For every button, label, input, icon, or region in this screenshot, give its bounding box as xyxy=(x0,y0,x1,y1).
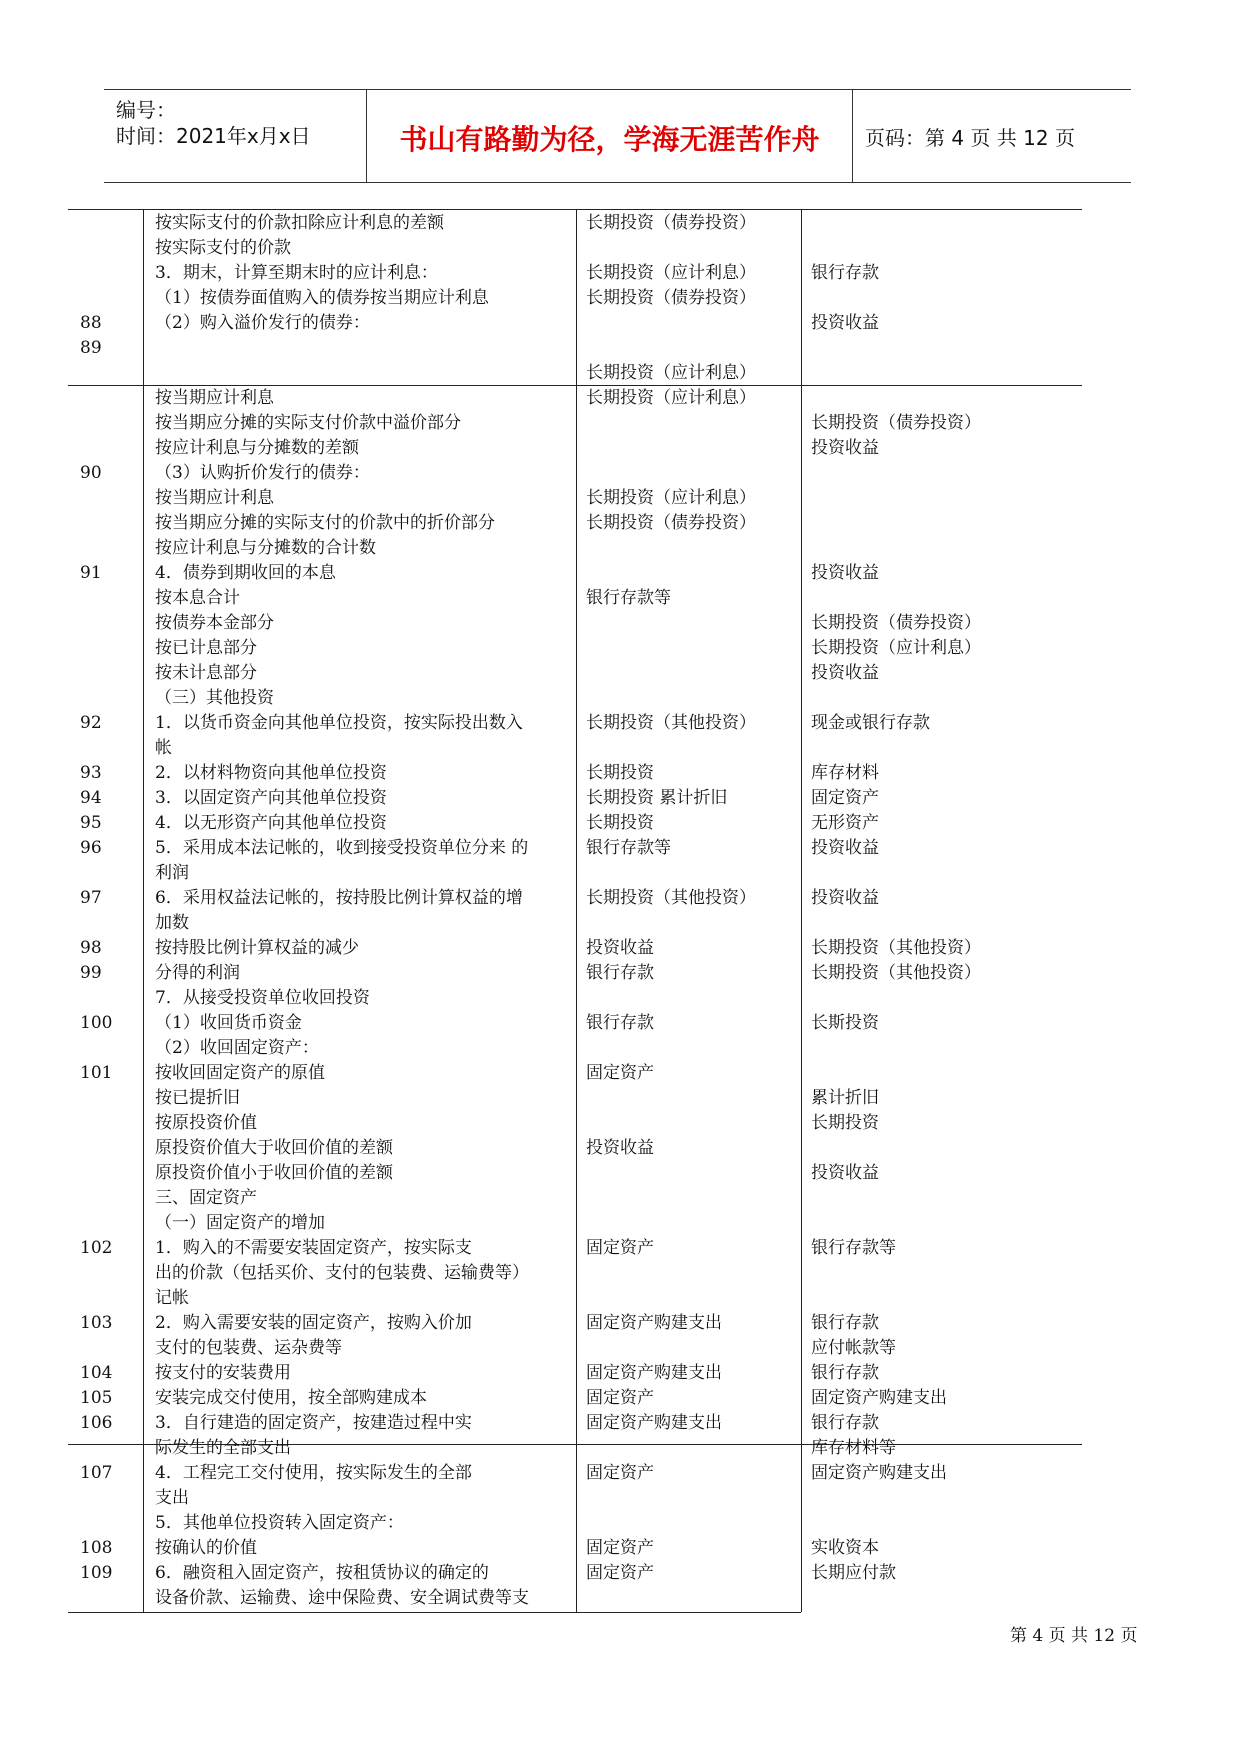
entry-description: 5．其他单位投资转入固定资产： xyxy=(155,1513,404,1533)
document-number-label: 编号： xyxy=(116,98,176,122)
credit-account: 固定资产 xyxy=(811,788,879,808)
entry-description: 按实际支付的价款扣除应计利息的差额 xyxy=(155,213,444,233)
entry-description: 按已计息部分 xyxy=(155,638,257,658)
page-footer: 第 4 页 共 12 页 xyxy=(1010,1626,1138,1646)
page-number-label: 页码：第 4 页 共 12 页 xyxy=(865,126,1075,150)
table-row xyxy=(68,1336,1082,1361)
credit-account: 长期投资（其他投资） xyxy=(811,963,981,983)
credit-account: 固定资产购建支出 xyxy=(811,1463,947,1483)
table-row xyxy=(68,1536,1082,1561)
entry-description: 7．从接受投资单位收回投资 xyxy=(155,988,370,1008)
credit-account: 投资收益 xyxy=(811,563,879,583)
entry-number: 91 xyxy=(80,563,102,583)
table-row xyxy=(68,411,1082,436)
entry-description: （一）固定资产的增加 xyxy=(155,1213,325,1233)
entry-number: 109 xyxy=(80,1563,113,1583)
credit-account: 银行存款等 xyxy=(811,1238,896,1258)
credit-account: 长期投资（债券投资） xyxy=(811,413,981,433)
table-row xyxy=(68,736,1082,761)
entry-description: 2．购入需要安装的固定资产，按购入价加 xyxy=(155,1313,472,1333)
entry-description: 按持股比例计算权益的减少 xyxy=(155,938,359,958)
table-row xyxy=(68,286,1082,311)
credit-account: 实收资本 xyxy=(811,1538,879,1558)
table-bottom-border xyxy=(68,1612,801,1613)
credit-account: 投资收益 xyxy=(811,838,879,858)
entry-number: 107 xyxy=(80,1463,113,1483)
entry-number: 100 xyxy=(80,1013,113,1033)
credit-account: 应付帐款等 xyxy=(811,1338,896,1358)
entry-number: 103 xyxy=(80,1313,113,1333)
table-row xyxy=(68,1161,1082,1186)
entry-description: 三、固定资产 xyxy=(155,1188,257,1208)
entry-number: 108 xyxy=(80,1538,113,1558)
table-row xyxy=(68,561,1082,586)
entry-number: 97 xyxy=(80,888,102,908)
debit-account: 固定资产 xyxy=(586,1563,654,1583)
entry-description: 按应计利息与分摊数的差额 xyxy=(155,438,359,458)
accounting-entries-table xyxy=(68,209,1082,1612)
debit-account: 银行存款等 xyxy=(586,838,671,858)
credit-account: 现金或银行存款 xyxy=(811,713,930,733)
table-row xyxy=(68,586,1082,611)
credit-account: 长斯投资 xyxy=(811,1013,879,1033)
entry-description: 按已提折旧 xyxy=(155,1088,240,1108)
entry-description: 支付的包装费、运杂费等 xyxy=(155,1338,342,1358)
entry-description: 出的价款（包括买价、支付的包装费、运输费等） xyxy=(155,1263,529,1283)
entry-description: 4．债券到期收回的本息 xyxy=(155,563,336,583)
debit-account: 长期投资 xyxy=(586,813,654,833)
credit-account: 长期投资（应计利息） xyxy=(811,638,981,658)
table-row xyxy=(68,311,1082,336)
entry-number: 88 xyxy=(80,313,102,333)
entry-description: （3）认购折价发行的债券： xyxy=(155,463,370,483)
entry-description: 按债券本金部分 xyxy=(155,613,274,633)
entry-number: 101 xyxy=(80,1063,113,1083)
debit-account: 固定资产 xyxy=(586,1238,654,1258)
debit-account: 投资收益 xyxy=(586,1138,654,1158)
entry-number: 89 xyxy=(80,338,102,358)
table-row xyxy=(68,361,1082,386)
entry-description: 5．采用成本法记帐的，收到接受投资单位分来 的 xyxy=(155,838,529,858)
entry-description: 按当期应计利息 xyxy=(155,388,274,408)
table-row xyxy=(68,211,1082,236)
debit-account: 长期投资 xyxy=(586,763,654,783)
debit-account: 长期投资（其他投资） xyxy=(586,888,756,908)
entry-description: 按实际支付的价款 xyxy=(155,238,291,258)
table-row xyxy=(68,1011,1082,1036)
table-row xyxy=(68,461,1082,486)
table-row xyxy=(68,386,1082,411)
entry-description: 6．采用权益法记帐的，按持股比例计算权益的增 xyxy=(155,888,523,908)
debit-account: 银行存款等 xyxy=(586,588,671,608)
entry-description: 按应计利息与分摊数的合计数 xyxy=(155,538,376,558)
entry-description: （2）收回固定资产： xyxy=(155,1038,319,1058)
entry-description: 按当期应计利息 xyxy=(155,488,274,508)
table-row xyxy=(68,761,1082,786)
credit-account: 库存材料 xyxy=(811,763,879,783)
entry-number: 93 xyxy=(80,763,102,783)
table-row xyxy=(68,236,1082,261)
entry-description: 3．自行建造的固定资产，按建造过程中实 xyxy=(155,1413,472,1433)
table-row xyxy=(68,1411,1082,1436)
entry-description: 利润 xyxy=(155,863,189,883)
table-row xyxy=(68,1236,1082,1261)
header-motto-cell xyxy=(367,90,853,182)
credit-account: 银行存款 xyxy=(811,1363,879,1383)
header-page-cell xyxy=(853,90,1131,182)
table-row xyxy=(68,661,1082,686)
table-row xyxy=(68,1211,1082,1236)
debit-account: 投资收益 xyxy=(586,938,654,958)
table-row xyxy=(68,1586,1082,1611)
debit-account: 长期投资（债券投资） xyxy=(586,213,756,233)
credit-account: 长期投资 xyxy=(811,1113,879,1133)
credit-account: 投资收益 xyxy=(811,438,879,458)
entry-description: 4．工程完工交付使用，按实际发生的全部 xyxy=(155,1463,472,1483)
page-header xyxy=(104,89,1131,183)
table-row xyxy=(68,811,1082,836)
table-row xyxy=(68,1361,1082,1386)
table-row xyxy=(68,1486,1082,1511)
credit-account: 投资收益 xyxy=(811,313,879,333)
entry-number: 104 xyxy=(80,1363,113,1383)
credit-account: 固定资产购建支出 xyxy=(811,1388,947,1408)
table-row xyxy=(68,986,1082,1011)
entry-description: 支出 xyxy=(155,1488,189,1508)
debit-account: 固定资产购建支出 xyxy=(586,1313,722,1333)
entry-number: 90 xyxy=(80,463,102,483)
credit-account: 银行存款 xyxy=(811,1413,879,1433)
entry-description: （1）按债券面值购入的债券按当期应计利息 xyxy=(155,288,489,308)
entry-description: 1．以货币资金向其他单位投资，按实际投出数入 xyxy=(155,713,523,733)
debit-account: 长期投资 累计折旧 xyxy=(586,788,728,808)
debit-account: 固定资产购建支出 xyxy=(586,1413,722,1433)
credit-account: 长期投资（债券投资） xyxy=(811,613,981,633)
table-row xyxy=(68,1086,1082,1111)
entry-description: 按支付的安装费用 xyxy=(155,1363,291,1383)
credit-account: 累计折旧 xyxy=(811,1088,879,1108)
debit-account: 银行存款 xyxy=(586,963,654,983)
entry-description: 按本息合计 xyxy=(155,588,240,608)
entry-description: 按确认的价值 xyxy=(155,1538,257,1558)
entry-description: 际发生的全部支出 xyxy=(155,1438,291,1458)
entry-description: 原投资价值大于收回价值的差额 xyxy=(155,1138,393,1158)
credit-account: 长期应付款 xyxy=(811,1563,896,1583)
entry-number: 105 xyxy=(80,1388,113,1408)
entry-description: 按当期应分摊的实际支付价款中溢价部分 xyxy=(155,413,461,433)
entry-number: 102 xyxy=(80,1238,113,1258)
table-row xyxy=(68,1061,1082,1086)
table-row xyxy=(68,1186,1082,1211)
table-row xyxy=(68,1561,1082,1586)
credit-account: 长期投资（其他投资） xyxy=(811,938,981,958)
table-row xyxy=(68,336,1082,361)
table-row xyxy=(68,536,1082,561)
debit-account: 固定资产 xyxy=(586,1063,654,1083)
entry-description: 2．以材料物资向其他单位投资 xyxy=(155,763,387,783)
table-row xyxy=(68,486,1082,511)
table-row xyxy=(68,261,1082,286)
debit-account: 长期投资（应计利息） xyxy=(586,263,756,283)
debit-account: 固定资产购建支出 xyxy=(586,1363,722,1383)
table-top-border xyxy=(68,209,1082,210)
entry-description: （2）购入溢价发行的债券： xyxy=(155,313,370,333)
table-row xyxy=(68,1286,1082,1311)
table-row xyxy=(68,886,1082,911)
entry-description: 分得的利润 xyxy=(155,963,240,983)
entry-description: 原投资价值小于收回价值的差额 xyxy=(155,1163,393,1183)
entry-number: 98 xyxy=(80,938,102,958)
entry-description: 按收回固定资产的原值 xyxy=(155,1063,325,1083)
table-row xyxy=(68,1111,1082,1136)
entry-description: 4．以无形资产向其他单位投资 xyxy=(155,813,387,833)
table-row xyxy=(68,711,1082,736)
motto-text: 书山有路勤为径，学海无涯苦作舟 xyxy=(399,123,820,156)
table-row xyxy=(68,511,1082,536)
entry-number: 92 xyxy=(80,713,102,733)
debit-account: 长期投资（应计利息） xyxy=(586,363,756,383)
table-row xyxy=(68,1311,1082,1336)
entry-description: 按未计息部分 xyxy=(155,663,257,683)
table-row xyxy=(68,961,1082,986)
table-row xyxy=(68,786,1082,811)
table-row xyxy=(68,911,1082,936)
credit-account: 银行存款 xyxy=(811,263,879,283)
credit-account: 无形资产 xyxy=(811,813,879,833)
table-row xyxy=(68,686,1082,711)
table-row xyxy=(68,1511,1082,1536)
header-info-cell xyxy=(104,90,367,182)
entry-description: 3．以固定资产向其他单位投资 xyxy=(155,788,387,808)
debit-account: 固定资产 xyxy=(586,1463,654,1483)
table-row xyxy=(68,1036,1082,1061)
entry-description: 按当期应分摊的实际支付的价款中的折价部分 xyxy=(155,513,495,533)
debit-account: 固定资产 xyxy=(586,1538,654,1558)
table-row xyxy=(68,1461,1082,1486)
credit-account: 投资收益 xyxy=(811,1163,879,1183)
table-row xyxy=(68,1436,1082,1461)
entry-number: 99 xyxy=(80,963,102,983)
entry-number: 96 xyxy=(80,838,102,858)
entry-description: 安装完成交付使用，按全部购建成本 xyxy=(155,1388,427,1408)
table-row xyxy=(68,1136,1082,1161)
entry-description: 3．期末，计算至期末时的应计利息： xyxy=(155,263,438,283)
table-row xyxy=(68,861,1082,886)
table-row xyxy=(68,611,1082,636)
debit-account: 长期投资（其他投资） xyxy=(586,713,756,733)
credit-account: 银行存款 xyxy=(811,1313,879,1333)
table-row xyxy=(68,436,1082,461)
table-row xyxy=(68,1261,1082,1286)
entry-description: 设备价款、运输费、途中保险费、安全调试费等支 xyxy=(155,1588,529,1608)
credit-account: 投资收益 xyxy=(811,888,879,908)
debit-account: 银行存款 xyxy=(586,1013,654,1033)
table-row xyxy=(68,1386,1082,1411)
credit-account: 投资收益 xyxy=(811,663,879,683)
table-row xyxy=(68,836,1082,861)
entry-description: 记帐 xyxy=(155,1288,189,1308)
debit-account: 长期投资（应计利息） xyxy=(586,488,756,508)
credit-account: 库存材料等 xyxy=(811,1438,896,1458)
entry-number: 95 xyxy=(80,813,102,833)
entry-number: 106 xyxy=(80,1413,113,1433)
entry-description: 按原投资价值 xyxy=(155,1113,257,1133)
debit-account: 长期投资（应计利息） xyxy=(586,388,756,408)
entry-number: 94 xyxy=(80,788,102,808)
entry-description: 加数 xyxy=(155,913,189,933)
table-row xyxy=(68,936,1082,961)
debit-account: 长期投资（债券投资） xyxy=(586,513,756,533)
entry-description: （1）收回货币资金 xyxy=(155,1013,302,1033)
debit-account: 固定资产 xyxy=(586,1388,654,1408)
debit-account: 长期投资（债券投资） xyxy=(586,288,756,308)
table-row xyxy=(68,636,1082,661)
entry-description: 1．购入的不需要安装固定资产，按实际支 xyxy=(155,1238,472,1258)
entry-description: 6．融资租入固定资产，按租赁协议的确定的 xyxy=(155,1563,489,1583)
entry-description: 帐 xyxy=(155,738,172,758)
entry-description: （三）其他投资 xyxy=(155,688,274,708)
document-time-label: 时间：2021年x月x日 xyxy=(116,124,311,148)
